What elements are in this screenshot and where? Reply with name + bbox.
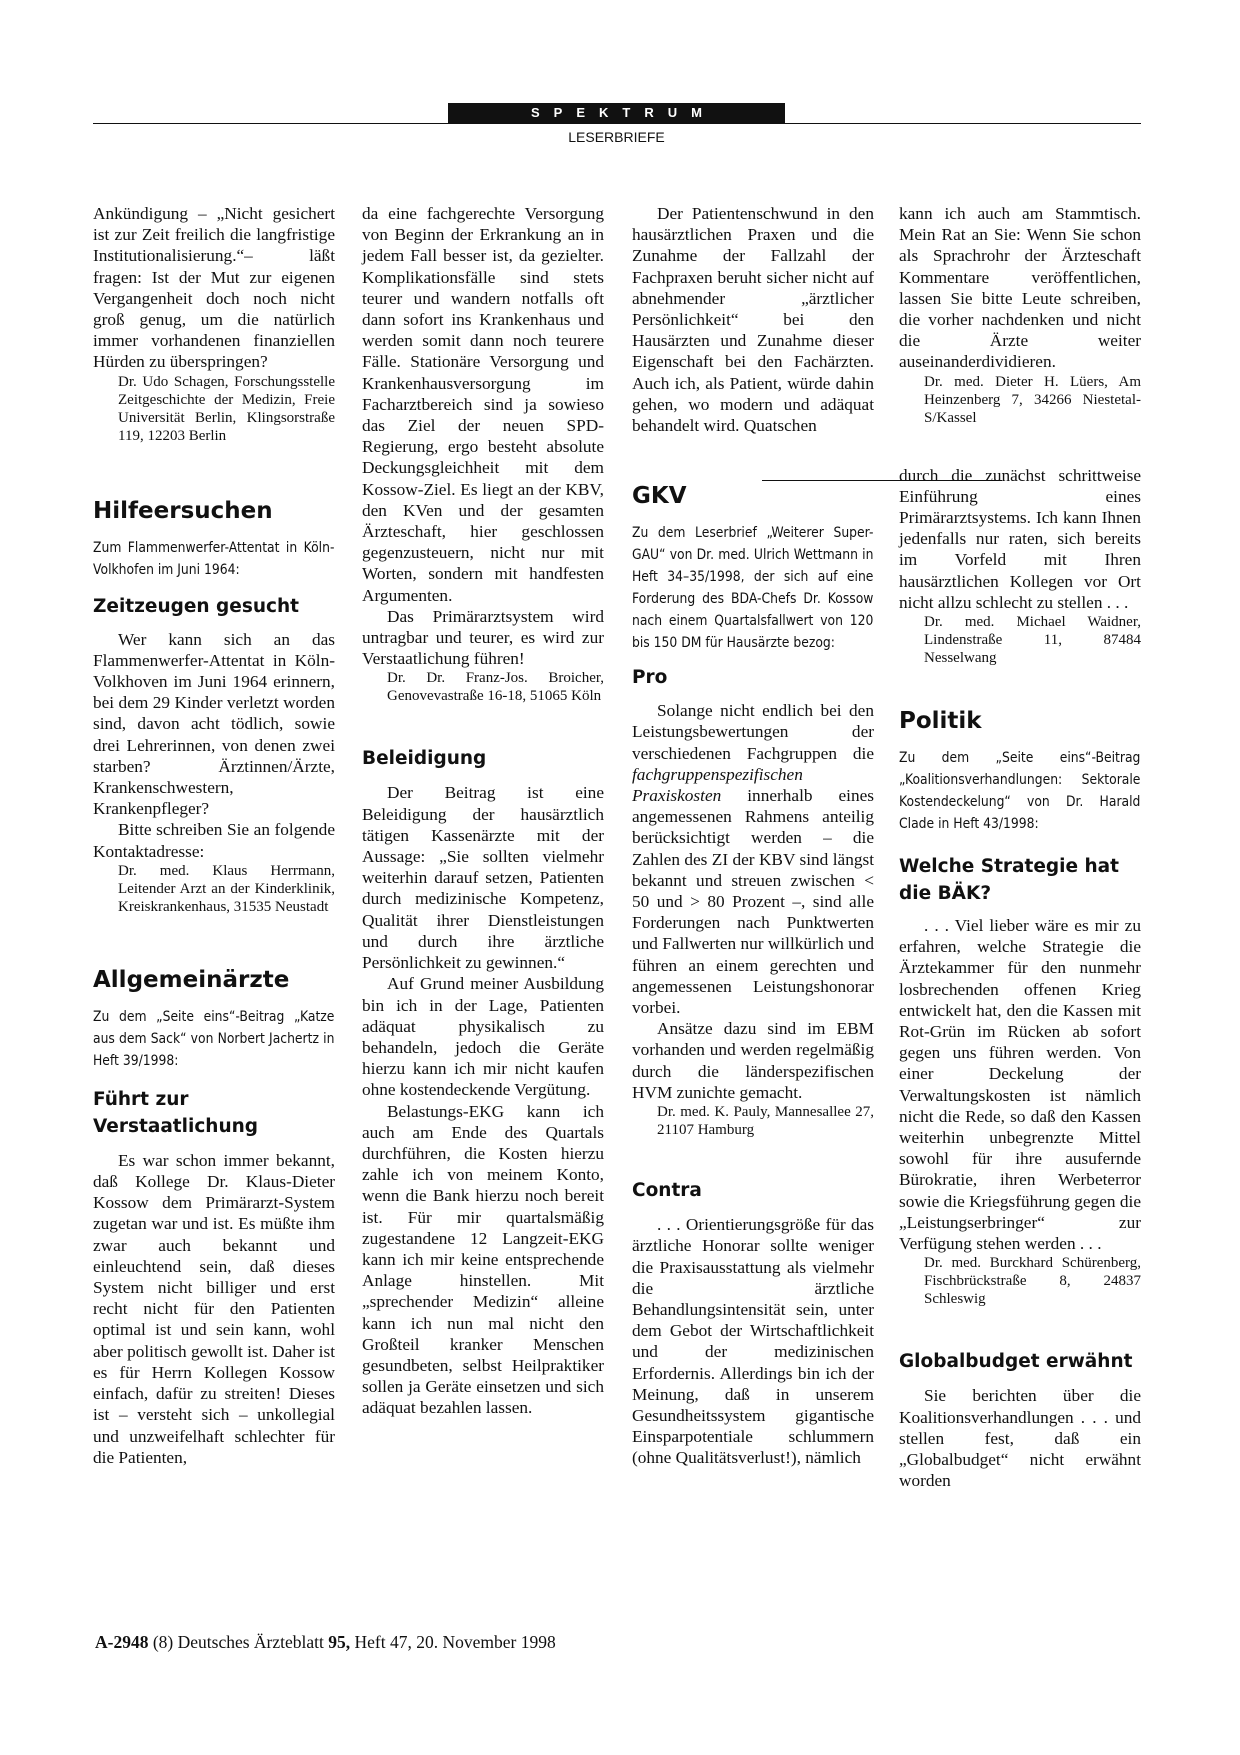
text-run: Solange nicht endlich bei den Leistungsbewertungen der verschiedenen Fachgruppen die xyxy=(632,701,874,763)
issue-date: Heft 47, 20. November 1998 xyxy=(354,1632,556,1652)
letter-paragraph: Ansätze dazu sind im EBM vorhanden und werden regelmäßig durch die länderspezifischen HVM zunichte gemacht. xyxy=(632,1019,874,1102)
letter-subheading: Welche Strategie hat die BÄK? xyxy=(899,856,1119,905)
letter-signature: Dr. med. Klaus Herrmann, Leitender Arzt an der Kinderklinik, Kreiskrankenhaus, 31535 Neustadt xyxy=(118,862,335,915)
section-subtitle: LESERBRIEFE xyxy=(568,129,665,145)
letter-signature: Dr. Dr. Franz-Jos. Broicher, Genovevastraße 16-18, 51065 Köln xyxy=(387,670,604,705)
letter-paragraph: . . . Orientierungsgröße für das ärztliche Honorar sollte weniger die Praxisausstattung als vielmehr die ärztliche Behandlungsintensität sein, unter dem Gebot der Wirtschaftlichkeit und der medizinischen Erfordernis. Allerdings bin ich der Meinung, daß in unserem Gesundheitssystem gigantische Einsparpotentiale schlummern (ohne Qualitätsverlust!), nämlich xyxy=(632,1215,874,1468)
letter-signature: Dr. med. Michael Waidner, Lindenstraße 11, 87484 Nesselwang xyxy=(924,614,1141,667)
column-4 xyxy=(899,203,1141,1491)
page-footer xyxy=(95,1632,556,1653)
article-heading-allgemeinaerzte: Allgemeinärzte xyxy=(93,966,290,993)
letter-subheading: Pro xyxy=(632,667,668,689)
letter-paragraph: Auf Grund meiner Ausbildung bin ich in der Lage, Patienten adäquat physikalisch zu behandeln, jedoch die Geräte hierzu kann ich mir nicht kaufen ohne kostendeckende Vergütung. xyxy=(362,974,604,1100)
letter-signature: Dr. med. Dieter H. Lüers, Am Heinzenberg 7, 34266 Niestetal-S/Kassel xyxy=(924,373,1141,426)
letter-paragraph: kann ich auch am Stammtisch. Mein Rat an Sie: Wenn Sie schon als Sprachrohr der Ärzteschaft Kommentare veröffentlichen, lassen Sie bitte Leute schreiben, die vorher nachdenken und nicht die Ärzte weiter auseinanderdividieren. xyxy=(899,204,1141,372)
letter-subheading: Führt zur Verstaatlichung xyxy=(93,1088,259,1137)
letter-paragraph: Der Patientenschwund in den hausärztlichen Praxen und die Zunahme der Fallzahl der Fachpraxen beruht sicher nicht auf abnehmender „ärztlicher Persönlichkeit“ bei den Hausärzten und Zunahme dieser Eigenschaft bei den Fachärzten. Auch ich, als Patient, würde dahin gehen, wo modern und adäquat behandelt wird. Quatschen xyxy=(632,204,874,436)
letter-subheading: Globalbudget erwähnt xyxy=(899,1351,1133,1373)
article-heading-politik: Politik xyxy=(899,708,982,735)
journal-name: Deutsches Ärzteblatt xyxy=(177,1632,324,1652)
emphasis-text: fachgruppenspezifischen Praxiskosten xyxy=(632,764,803,806)
letter-paragraph: . . . Viel lieber wäre es mir zu erfahren, welche Strategie die Ärztekammer für den nunmehr losbrechenden offenen Krieg entwickelt hat, den die Kassen mit Rot-Grün im Rücken ab sofort gegen uns führen werden. Von einer Deckelung der Verwaltungskosten ist nämlich nicht die Rede, so daß den Kassen weiterhin unbegrenzte Mittel sowohl für ihre ausufernde Bürokratie, ihren Werbeterror sowie die Kriegsführung gegen die „Leistungserbringer“ zur Verfügung stehen werden . . . xyxy=(899,916,1141,1254)
letter-paragraph: Es war schon immer bekannt, daß Kollege Dr. Klaus-Dieter Kossow dem Primärarzt-System zugetan war und ist. Es müßte ihm zwar auch bekannt und einleuchtend sein, daß dieses System nicht billiger und erst recht nicht für den Patienten optimal ist und sein kann, wohl aber politisch gewollt ist. Daher ist es für Herrn Kollegen Kossow einfach, dafür zu streiten! Dieses ist – versteht sich – unkollegial und unzweifelhaft schlechter für die Patienten, xyxy=(93,1150,335,1467)
letter-paragraph: Wer kann sich an das Flammenwerfer-Attentat in Köln-Volkhoven im Juni 1964 erinnern, bei dem 29 Kinder verletzt worden sind, davon acht tödlich, sowie drei Lehrerinnen, von denen zwei starben? Ärztinnen/Ärzte, Krankenschwestern, Krankenpfleger? xyxy=(93,629,335,819)
letter-paragraph: Das Primärarztsystem wird untragbar und teurer, es wird zur Verstaatlichung führen! xyxy=(362,606,604,669)
letter-paragraph: Bitte schreiben Sie an folgende Kontaktadresse: xyxy=(93,820,335,861)
volume-number: 95, xyxy=(328,1632,351,1652)
article-intro: Zu dem Leserbrief „Weiterer Super-GAU“ von Dr. med. Ulrich Wettmann in Heft 34–35/1998, der sich auf eine Forderung des BDA-Chefs Dr. Kossow nach einem Quartalsfallwert von 120 bis 150 DM für Hausärzte bezog: xyxy=(632,525,874,652)
column-3 xyxy=(632,203,874,1469)
column-2 xyxy=(362,203,604,1419)
article-heading-gkv: GKV xyxy=(632,483,687,510)
page-number: (8) xyxy=(152,1632,174,1652)
section-title-bar: SPEKTRUM xyxy=(448,103,785,123)
article-intro: Zum Flammenwerfer-Attentat in Köln-Volkhofen im Juni 1964: xyxy=(93,539,335,578)
letter-paragraph: Sie berichten über die Koalitionsverhandlungen . . . und stellen fest, daß ein „Globalbudget“ nicht erwähnt worden xyxy=(899,1386,1141,1491)
letter-paragraph: da eine fachgerechte Versorgung von Beginn der Erkrankung an in jedem Fall besser ist, da gezielter. Komplikationsfälle sind stets teurer und wandern notfalls oft dann sofort ins Krankenhaus und werden somit dann noch teurere Fälle. Stationäre Versorgung und Krankenhausversorgung im Facharztbereich sind ja sowieso das Ziel der neuen SPD-Regierung, ergo besteht absolute Deckungsgleichheit mit dem Kossow-Ziel. Es liegt an der KBV, den KVen und der gesamten Ärzteschaft, hier geschlossen gegenzusteuern, nicht nur mit Worten, sondern mit handfesten Argumenten. xyxy=(362,204,604,605)
letter-paragraph: Der Beitrag ist eine Beleidigung der hausärztlich tätigen Kassenärzte mit der Aussage: „Sie sollten vielmehr weiterhin darauf setzen, Patienten durch medizinische Kompetenz, Qualität ihrer Dienstleistungen und durch ihre ärztliche Persönlichkeit zu gewinnen.“ xyxy=(362,783,604,973)
article-intro: Zu dem „Seite eins“-Beitrag „Katze aus dem Sack“ von Norbert Jachertz in Heft 39/1998: xyxy=(93,1008,335,1069)
header-rule xyxy=(93,123,1141,124)
article-intro: Zu dem „Seite eins“-Beitrag „Koalitionsverhandlungen: Sektorale Kostendeckelung“ von Dr. Harald Clade in Heft 43/1998: xyxy=(899,750,1141,833)
letter-signature: Dr. Udo Schagen, Forschungsstelle Zeitgeschichte der Medizin, Freie Universität Berlin, Klingsorstraße 119, 12203 Berlin xyxy=(118,373,335,444)
column-1 xyxy=(93,203,335,1468)
letter-paragraph: durch die zunächst schrittweise Einführung eines Primärarztsystems. Ich kann Ihnen jedenfalls nur raten, sich bereits im Vorfeld mit Ihren hausärztlichen Kollegen vor Ort nicht allzu schlecht zu stellen . . . xyxy=(899,465,1141,612)
letter-subheading: Zeitzeugen gesucht xyxy=(93,595,299,617)
letter-subheading: Beleidigung xyxy=(362,748,487,770)
letter-signature: Dr. med. K. Pauly, Mannesallee 27, 21107 Hamburg xyxy=(657,1104,874,1139)
text-run: innerhalb eines angemessenen Rahmens anteilig berücksichtigt werden – die Zahlen des ZI der KBV sind längst bekannt und streuen zwischen < 50 und > 80 Prozent –, sind alle Forderungen nach Punktwerten und Fallwerten nur willkürlich und führen an einem gerechten und angemessenen Leistungshonorar vorbei. xyxy=(632,786,874,1018)
letter-signature: Dr. med. Burckhard Schürenberg, Fischbrückstraße 8, 24837 Schleswig xyxy=(924,1255,1141,1308)
letter-subheading: Contra xyxy=(632,1180,702,1202)
letter-paragraph xyxy=(632,700,874,1018)
page-code: A-2948 xyxy=(95,1632,149,1652)
article-heading-hilfeersuchen: Hilfeersuchen xyxy=(93,497,273,524)
continued-letter-text: Ankündigung – „Nicht gesichert ist zur Zeit freilich die langfristige Institutionalisierung.“– läßt fragen: Ist der Mut zur eigenen Vergangenheit doch noch nicht groß genug, um die natürlich immer vorhandenen finanziellen Hürden zu überspringen? xyxy=(93,204,335,372)
letter-paragraph: Belastungs-EKG kann ich auch am Ende des Quartals durchführen, die Kosten hierzu zahle ich von meinem Konto, wenn die Bank hierzu noch bereit ist. Für mir quartalsmäßig zugestandene 12 Langzeit-EKG kann ich mir keine entsprechende Anlage hinstellen. Mit „sprechender Medizin“ alleine kann ich nun mal nicht den Großteil kranker Menschen gesundbeten, selbst Heilpraktiker sollen ja Geräte einsetzen und sich adäquat bezahlen lassen. xyxy=(362,1101,604,1418)
